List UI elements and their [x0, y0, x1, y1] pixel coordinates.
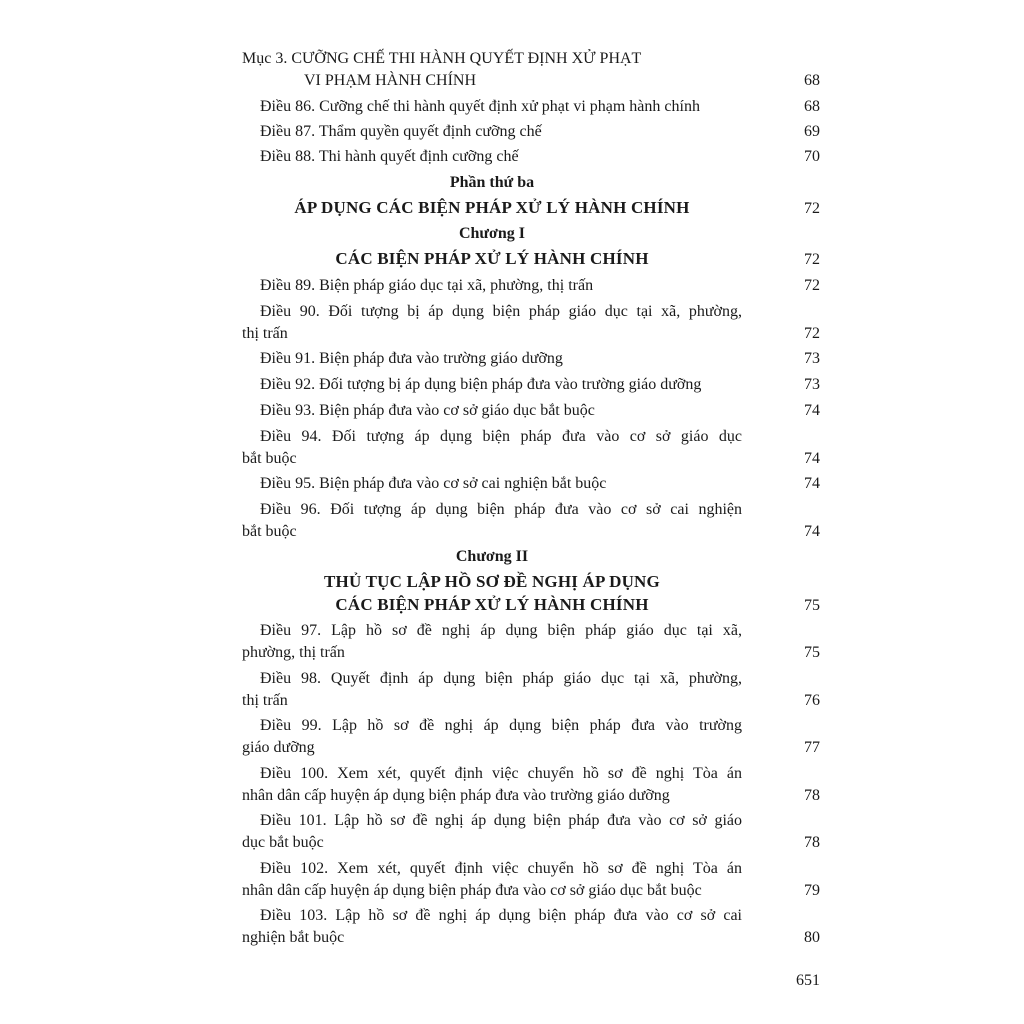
- toc-entry-97: [242, 620, 742, 664]
- toc-entry-text: Điều 99. Lập hồ sơ đề nghị áp dụng biện pháp đưa vào trường: [260, 717, 742, 734]
- part-title: ÁP DỤNG CÁC BIỆN PHÁP XỬ LÝ HÀNH CHÍNH: [294, 198, 690, 217]
- toc-entry-text-cont: thị trấn: [242, 325, 288, 342]
- toc-entry-text-cont: phường, thị trấn: [242, 644, 345, 661]
- toc-entry-text: Điều 102. Xem xét, quyết định việc chuyển hồ sơ đề nghị Tòa án: [260, 860, 742, 877]
- toc-entry-93: [242, 400, 742, 422]
- toc-entry-text: Điều 95. Biện pháp đưa vào cơ sở cai nghiện bắt buộc: [260, 475, 607, 492]
- toc-entry-text: Điều 93. Biện pháp đưa vào cơ sở giáo dục bắt buộc: [260, 402, 595, 419]
- toc-entry-87: [242, 121, 742, 143]
- toc-entry-page: 73: [804, 376, 820, 393]
- toc-entry-text-cont: giáo dưỡng: [242, 739, 315, 756]
- toc-entry-text: Điều 103. Lập hồ sơ đề nghị áp dụng biện pháp đưa vào cơ sở cai: [260, 907, 742, 924]
- toc-entry-100: [242, 763, 742, 807]
- toc-entry-text: Điều 94. Đối tượng áp dụng biện pháp đưa vào cơ sở giáo dục: [260, 428, 742, 445]
- chapter1-heading: Chương I: [458, 225, 526, 242]
- toc-entry-page: 69: [804, 123, 820, 140]
- toc-entry-91: [242, 348, 742, 370]
- part-heading: Phần thứ ba: [449, 174, 535, 191]
- toc-entry-page: 74: [804, 450, 820, 467]
- toc-entry-page: 72: [804, 325, 820, 342]
- toc-entry-page: 68: [804, 98, 820, 115]
- toc-entry-95: [242, 473, 742, 495]
- toc-entry-text-cont: nhân dân cấp huyện áp dụng biện pháp đưa vào trường giáo dưỡng: [242, 787, 670, 804]
- toc-entry-text: Điều 97. Lập hồ sơ đề nghị áp dụng biện pháp giáo dục tại xã,: [260, 622, 742, 639]
- toc-entry-page: 80: [804, 929, 820, 946]
- toc-entry-text: Điều 98. Quyết định áp dụng biện pháp giáo dục tại xã, phường,: [260, 670, 742, 687]
- section-heading: [242, 48, 641, 92]
- toc-entry-page: 78: [804, 787, 820, 804]
- toc-entry-text: Điều 92. Đối tượng bị áp dụng biện pháp đưa vào trường giáo dưỡng: [260, 376, 702, 393]
- toc-entry-103: [242, 905, 742, 949]
- toc-entry-text: Điều 89. Biện pháp giáo dục tại xã, phường, thị trấn: [260, 277, 594, 294]
- toc-entry-page: 78: [804, 834, 820, 851]
- toc-entry-page: 70: [804, 148, 820, 165]
- section-heading-line2: VI PHẠM HÀNH CHÍNH: [304, 72, 476, 89]
- toc-entry-89: [242, 275, 742, 297]
- toc-entry-88: [242, 146, 742, 168]
- toc-entry-text: Điều 96. Đối tượng áp dụng biện pháp đưa vào cơ sở cai nghiện: [260, 501, 742, 518]
- toc-entry-text: Điều 91. Biện pháp đưa vào trường giáo dưỡng: [260, 350, 563, 367]
- toc-entry-text-cont: nghiện bắt buộc: [242, 929, 345, 946]
- toc-entry-page: 76: [804, 692, 820, 709]
- toc-entry-90: [242, 301, 742, 345]
- section-heading-line1: Mục 3. CƯỠNG CHẾ THI HÀNH QUYẾT ĐỊNH XỬ PHẠT: [242, 50, 642, 67]
- part-title-page: 72: [804, 200, 820, 217]
- toc-entry-94: [242, 426, 742, 470]
- toc-entry-99: [242, 715, 742, 759]
- chapter2-heading: Chương II: [455, 548, 529, 565]
- chapter2-title-line1: THỦ TỤC LẬP HỒ SƠ ĐỀ NGHỊ ÁP DỤNG: [324, 572, 660, 591]
- toc-entry-text-cont: bắt buộc: [242, 523, 297, 540]
- toc-entry-text: Điều 87. Thẩm quyền quyết định cưỡng chế: [260, 123, 542, 140]
- toc-entry-page: 79: [804, 882, 820, 899]
- toc-entry-page: 75: [804, 644, 820, 661]
- toc-entry-101: [242, 810, 742, 854]
- toc-entry-text: Điều 90. Đối tượng bị áp dụng biện pháp giáo dục tại xã, phường,: [260, 303, 742, 320]
- toc-entry-page: 74: [804, 402, 820, 419]
- toc-entry-text-cont: dục bắt buộc: [242, 834, 324, 851]
- toc-entry-text-cont: bắt buộc: [242, 450, 297, 467]
- toc-entry-102: [242, 858, 742, 902]
- toc-entry-text-cont: thị trấn: [242, 692, 288, 709]
- toc-entry-text-cont: nhân dân cấp huyện áp dụng biện pháp đưa vào cơ sở giáo dục bắt buộc: [242, 882, 702, 899]
- toc-entry-text: Điều 101. Lập hồ sơ đề nghị áp dụng biện pháp đưa vào cơ sở giáo: [260, 812, 742, 829]
- toc-entry-page: 73: [804, 350, 820, 367]
- toc-entry-page: 74: [804, 475, 820, 492]
- toc-entry-98: [242, 668, 742, 712]
- toc-entry-96: [242, 499, 742, 543]
- toc-entry-page: 72: [804, 277, 820, 294]
- chapter1-title-page: 72: [804, 251, 820, 268]
- toc-entry-86: [242, 96, 742, 118]
- toc-entry-text: Điều 86. Cưỡng chế thi hành quyết định xử phạt vi phạm hành chính: [260, 98, 700, 115]
- page-number: 651: [796, 972, 820, 989]
- toc-entry-text: Điều 100. Xem xét, quyết định việc chuyển hồ sơ đề nghị Tòa án: [260, 765, 742, 782]
- chapter2-title-page: 75: [804, 597, 820, 614]
- toc-entry-text: Điều 88. Thi hành quyết định cưỡng chế: [260, 148, 519, 165]
- toc-entry-page: 74: [804, 523, 820, 540]
- toc-entry-92: [242, 374, 742, 396]
- toc-entry-page: 77: [804, 739, 820, 756]
- chapter2-title-line2: CÁC BIỆN PHÁP XỬ LÝ HÀNH CHÍNH: [335, 595, 649, 614]
- section-page: 68: [804, 72, 820, 89]
- chapter1-title: CÁC BIỆN PHÁP XỬ LÝ HÀNH CHÍNH: [335, 249, 649, 268]
